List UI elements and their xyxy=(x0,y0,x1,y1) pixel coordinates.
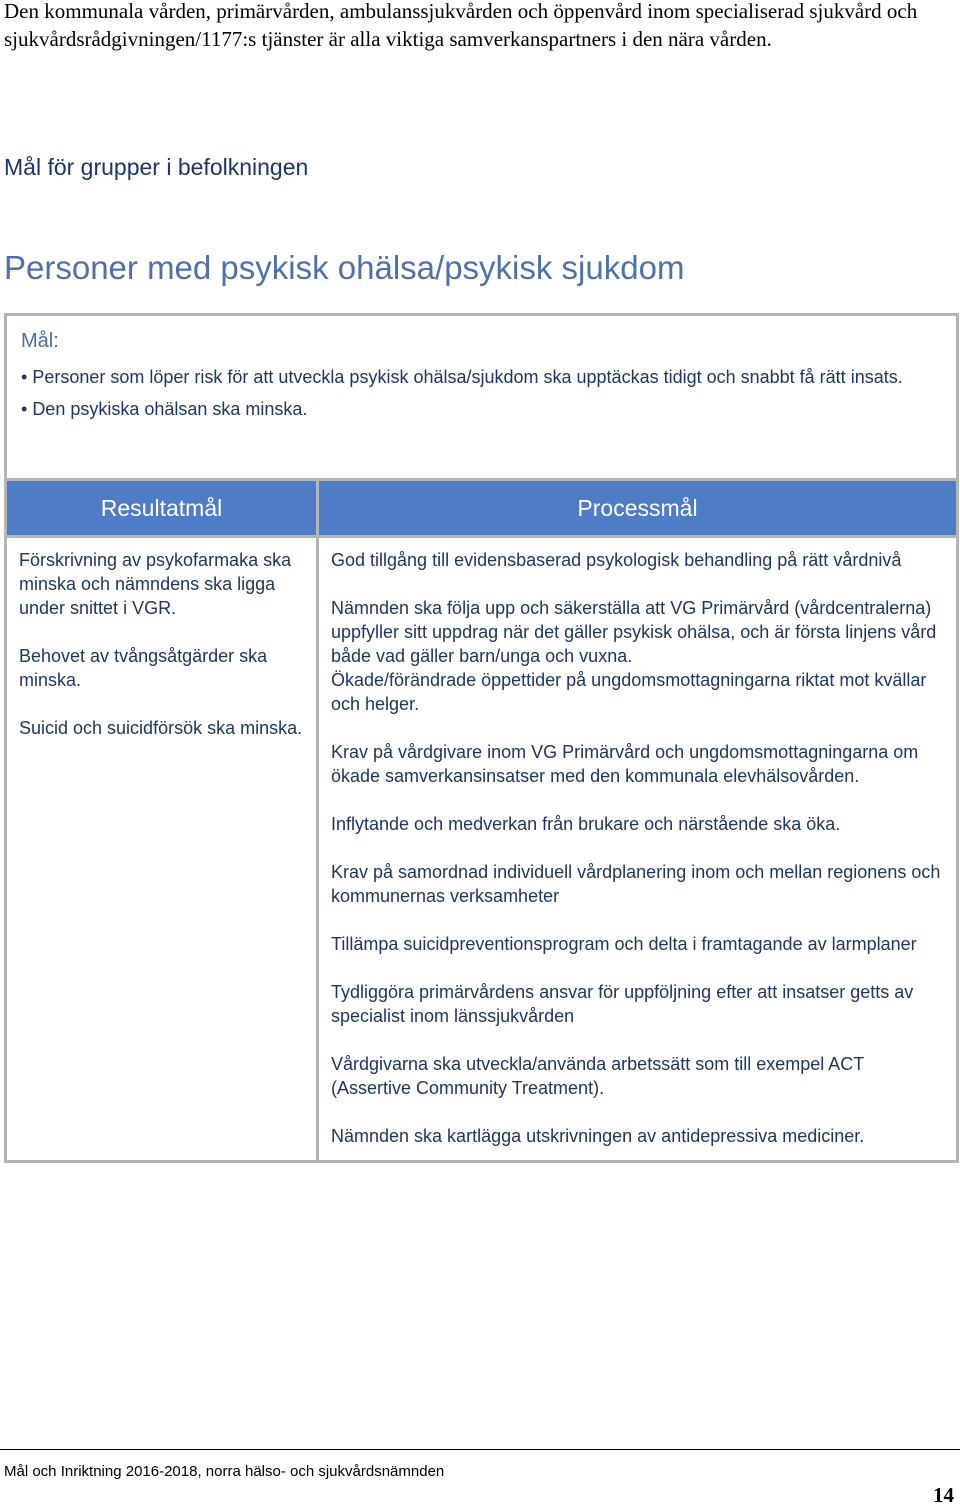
goals-table xyxy=(4,313,959,1163)
section-heading: Mål för grupper i befolkningen xyxy=(4,154,309,180)
goal-item: • Den psykiska ohälsan ska minska. xyxy=(21,397,944,421)
process-goals-cell xyxy=(318,537,958,1162)
process-goals-header: Processmål xyxy=(318,480,958,537)
goal-item: • Personer som löper risk för att utveckla psykisk ohälsa/sjukdom ska upptäckas tidigt och snabbt få rätt insats. xyxy=(21,365,944,389)
group-title: Personer med psykisk ohälsa/psykisk sjukdom xyxy=(4,249,685,286)
page-number: 14 xyxy=(933,1483,954,1507)
result-goals-cell xyxy=(6,537,318,1162)
process-goal-item: Ökade/förändrade öppettider på ungdomsmottagningarna riktat mot kvällar och helger. xyxy=(331,670,927,714)
goals-label: Mål: xyxy=(21,330,59,352)
process-goal-item: Krav på samordnad individuell vårdplanering inom och mellan regionens och kommunernas verksamheter xyxy=(331,862,941,906)
process-goal-item: Nämnden ska följa upp och säkerställa att VG Primärvård (vårdcentralerna) uppfyller sitt uppdrag när det gäller psykisk ohälsa, och är första linjens vård både vad gäller barn/unga och vuxna. xyxy=(331,598,937,666)
goals-list xyxy=(21,365,944,421)
footer-divider xyxy=(0,1449,960,1450)
process-goal-item: Krav på vårdgivare inom VG Primärvård och ungdomsmottagningarna om ökade samverkansinsatser med den kommunala elevhälsovården. xyxy=(331,742,919,786)
process-goal-item: God tillgång till evidensbaserad psykologisk behandling på rätt vårdnivå xyxy=(331,550,902,570)
result-goal-item: Suicid och suicidförsök ska minska. xyxy=(19,718,303,738)
goals-cell xyxy=(6,315,958,480)
process-goal-item: Nämnden ska kartlägga utskrivningen av antidepressiva mediciner. xyxy=(331,1126,865,1146)
result-goal-item: Behovet av tvångsåtgärder ska minska. xyxy=(19,646,268,690)
process-goal-item: Vårdgivarna ska utveckla/använda arbetssätt som till exempel ACT (Assertive Community Treatment). xyxy=(331,1054,864,1098)
result-goals-header: Resultatmål xyxy=(6,480,318,537)
intro-paragraph: Den kommunala vården, primärvården, ambulanssjukvården och öppenvård inom specialiserad sjukvård och sjukvårdsrådgivningen/1177:s tjänster är alla viktiga samverkanspartners i den nära vården. xyxy=(4,0,918,51)
footer-text: Mål och Inriktning 2016-2018, norra hälso- och sjukvårdsnämnden xyxy=(4,1463,445,1480)
process-goal-item: Tydliggöra primärvårdens ansvar för uppföljning efter att insatser getts av specialist inom länssjukvården xyxy=(331,982,914,1026)
result-goal-item: Förskrivning av psykofarmaka ska minska och nämndens ska ligga under snittet i VGR. xyxy=(19,550,292,618)
process-goal-item: Inflytande och medverkan från brukare och närstående ska öka. xyxy=(331,814,841,834)
process-goal-item: Tillämpa suicidpreventionsprogram och delta i framtagande av larmplaner xyxy=(331,934,917,954)
